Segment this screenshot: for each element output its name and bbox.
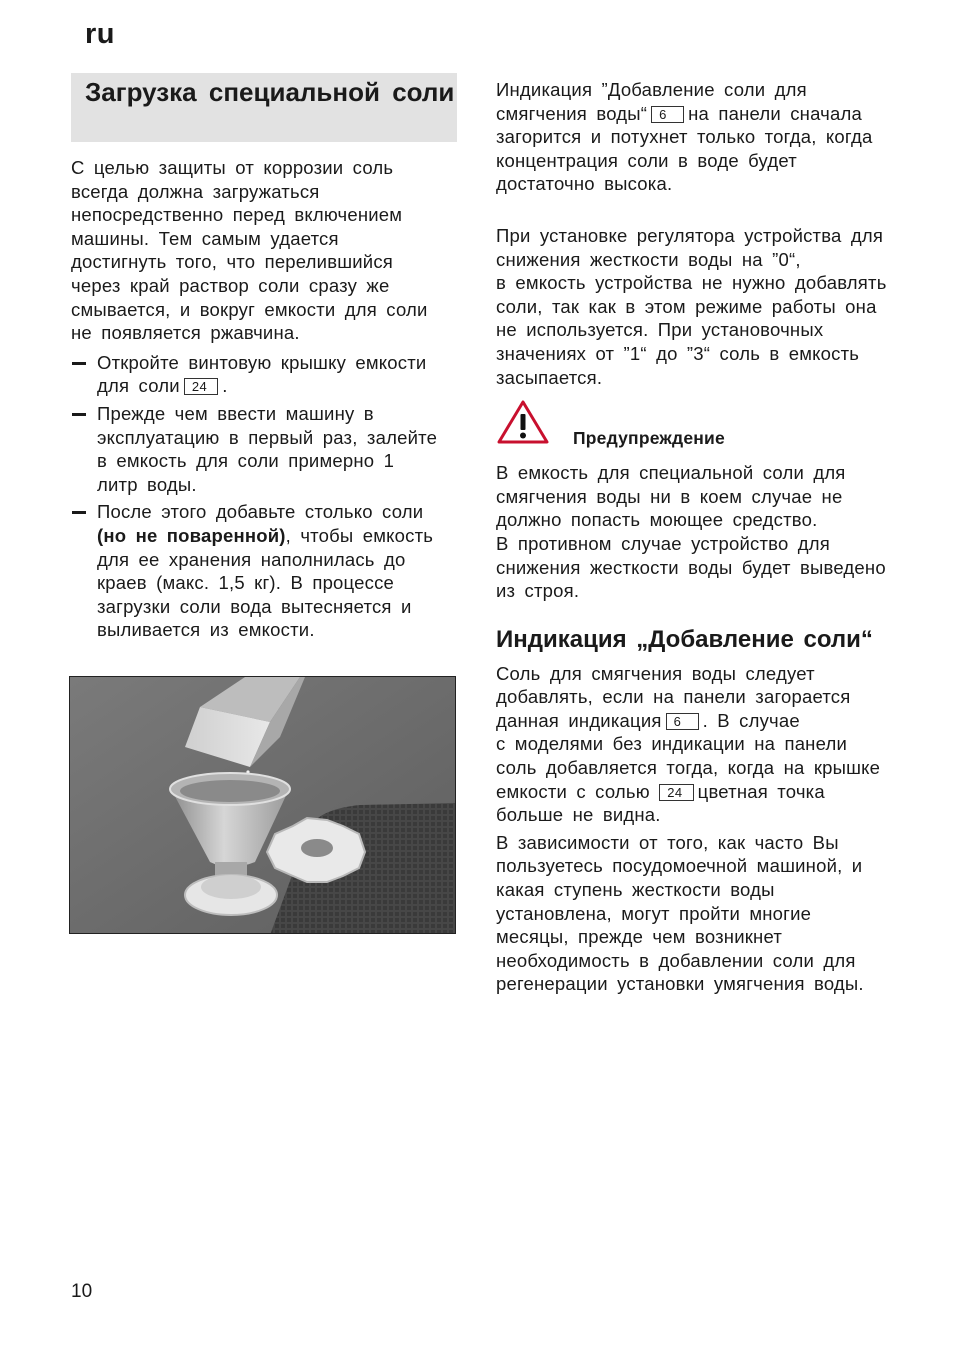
dash-bullet-icon <box>72 413 86 416</box>
frequency-paragraph: В зависимости от того, как часто Вы пользуетесь посудомоечной машиной, и какая ступень жесткости воды установлена, могут пройти многие месяцы, прежде чем возникнет необходимость в добавлении соли для регенерации установки умягчения воды. <box>496 831 864 995</box>
warning-label: Предупреждение <box>573 428 725 449</box>
refill-paragraph: Соль для смягчения воды следует добавлять, если на панели загорается данная индикация 6 . В случае <box>496 662 851 731</box>
intro-paragraph: С целью защиты от коррозии соль всегда должна загружаться непосредственно перед включением машины. Тем самым удается достигнуть того, что перелившийся через край раствор соли сразу же смывается, и вокруг емкости для соли не появляется ржавчина. <box>71 157 428 344</box>
section-title-salt-loading: Загрузка специальной соли <box>71 73 457 142</box>
dash-bullet-icon <box>72 511 86 514</box>
reference-box: 24 <box>659 784 693 801</box>
reference-box: 24 <box>184 378 218 395</box>
section-heading-salt-indicator: Индикация „Добавление соли“ <box>496 625 873 653</box>
reference-box: 6 <box>651 106 684 123</box>
warning-paragraph: В емкость для специальной соли для смягчения воды ни в коем случае не должно попасть моющее средство. <box>496 462 846 531</box>
page-number: 10 <box>71 1281 93 1302</box>
list-item: Прежде чем ввести машину в эксплуатацию в первый раз, залейте в емкость для соли примерно 1 литр воды. <box>71 402 443 496</box>
salt-funnel-illustration <box>69 676 456 934</box>
indicator-paragraph: Индикация ”Добавление соли для смягчения воды“ 6 на панели сначала загорится и потухнет только тогда, когда концентрация соли в воде будет достаточно высока. <box>496 79 873 195</box>
reference-box: 6 <box>666 713 699 730</box>
warning-paragraph-cont: В противном случае устройство для снижения жесткости воды будет выведено из строя. <box>496 532 886 602</box>
instruction-list <box>71 351 443 642</box>
regulator-paragraph-cont: в емкость устройства не нужно добавлять соли, так как в этом режиме работы она не используется. При установочных значениях от ”1“ до ”3“ соль в емкость засыпается. <box>496 272 887 388</box>
dash-bullet-icon <box>72 362 86 365</box>
emphasis-text: (но не поваренной) <box>97 524 286 546</box>
language-code: ru <box>85 18 115 50</box>
list-item: Откройте винтовую крышку емкости для соли 24 . <box>71 351 443 398</box>
list-item: После этого добавьте столько соли (но не поваренной), чтобы емкость для ее хранения наполнилась до краев (макс. 1,5 кг). В процессе загрузки соли вода вытесняется и выливается из емкости. <box>71 500 443 642</box>
left-column <box>71 156 443 646</box>
warning-header <box>496 399 888 461</box>
refill-paragraph-cont: с моделями без индикации на панели соль добавляется тогда, когда на крышке емкости с солью 24 цветная точка больше не видна. <box>496 733 881 826</box>
regulator-paragraph: При установке регулятора устройства для снижения жесткости воды на ”0“, <box>496 224 884 270</box>
warning-triangle-icon <box>496 399 550 445</box>
right-column <box>496 78 888 996</box>
